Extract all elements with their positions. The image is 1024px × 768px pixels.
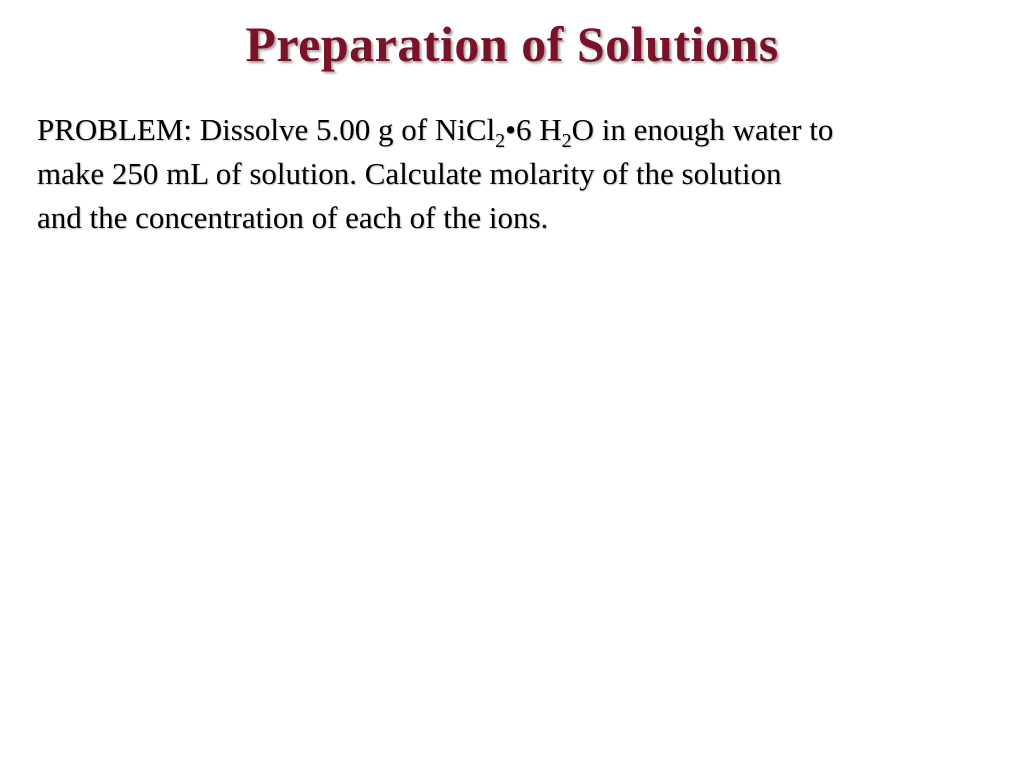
slide-title: Preparation of Solutions	[245, 16, 779, 72]
problem-line-1	[37, 108, 1012, 152]
problem-line-2: make 250 mL of solution. Calculate molarity of the solution	[37, 156, 782, 191]
problem-line-1-lead: PROBLEM: Dissolve 5.00 g of NiCl	[37, 112, 496, 147]
problem-line-1-tail: O in enough water to	[571, 112, 834, 147]
chlorine-subscript: 2	[495, 130, 506, 152]
hydrate-part: •6 H	[505, 112, 562, 147]
problem-line-3: and the concentration of each of the ions.	[37, 200, 549, 235]
problem-text	[37, 108, 1012, 240]
hydrogen-subscript: 2	[561, 130, 572, 152]
